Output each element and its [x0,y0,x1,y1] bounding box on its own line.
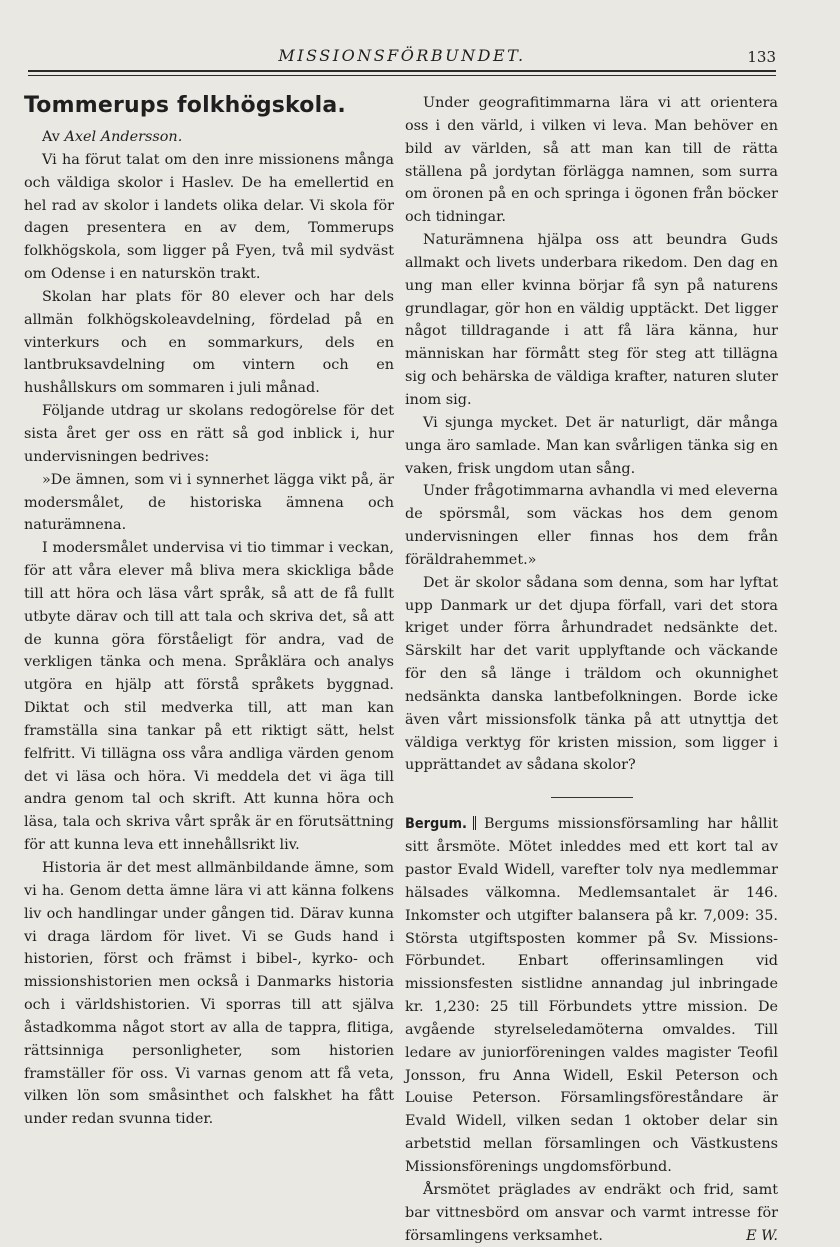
publication-title: MISSIONSFÖRBUNDET. [28,46,776,65]
article-title: Tommerups folkhögskola. [24,92,394,120]
article-paragraph: Naturämnena hjälpa oss att beundra Guds allmakt och livets underbara rikedom. Den dag en ung man eller kvinna börjar få syn på naturens grundlagar, gör hon en väldig upptäckt. Det ligger något tilldragande i att få lära känna, hur människan har förmått steg för steg att tillägna sig och behärska de väldiga krafter, naturen sluter inom sig. [405,229,778,412]
header-rule-thick [28,70,776,72]
notice-heading: Bergum. [405,816,467,832]
notice-paragraph [405,1179,778,1247]
right-column [405,92,778,1247]
separator-bar [473,816,476,830]
notice-paragraph [405,813,778,1179]
article-paragraph: I modersmålet undervisa vi tio timmar i veckan, för att våra elever må bliva mera skickliga både till att höra och läsa vårt språk, så att de få fullt utbyte därav och till att tala och skriva det, så att de kunna göra förståeligt för andra, vad de verkligen tänka och mena. Språklära och analys utgöra en hjälp att förstå språkets byggnad. Diktat och stil medverka till, att man kan framställa sina tankar på ett riktigt sätt, helst felfritt. Vi tillägna oss våra andliga värden genom det vi läsa och höra. Vi meddela det vi äga till andra genom tal och skrift. Att kunna höra och läsa, tala och skriva vårt språk är en förutsättning för att kunna leva ett innehållsrikt liv. [24,537,394,857]
notice-text: Årsmötet präglades av endräkt och frid, samt bar vittnesbörd om ansvar och varmt intresse för församlingens verksamhet. [405,1182,778,1244]
article-paragraph: Historia är det mest allmänbildande ämne, som vi ha. Genom detta ämne lära vi att känna folkens liv och handlingar under gången tid. Därav kunna vi draga lärdom för livet. Vi se Guds hand i historien, först och främst i bibel-, kyrko- och missionshistorien men också i Danmarks historia och i världshistorien. Vi sporras till att själva åstadkomma något stort av alla de tappra, flitiga, rättsinniga personligheter, som historien framställer för oss. Vi varnas genom att få veta, vilken lön som småsinthet och falskhet ha fått under redan svunna tider. [24,857,394,1131]
header-rule-thin [28,75,776,76]
article-paragraph: »De ämnen, som vi i synnerhet lägga vikt på, är modersmålet, de historiska ämnena och naturämnena. [24,469,394,538]
byline-prefix: Av [42,129,60,145]
article-paragraph: Vi sjunga mycket. Det är naturligt, där många unga äro samlade. Man kan svårligen tänka sig en vaken, frisk ungdom utan sång. [405,412,778,481]
article-paragraph: Under geografitimmarna lära vi att orientera oss i den värld, i vilken vi leva. Man behöver en bild av världen, så att man kan till de rätta ställena på jordytan förlägga namnen, som surra om öronen på en och springa i ögonen från böcker och tidningar. [405,92,778,229]
page-header [28,46,776,68]
section-divider [551,797,633,798]
signature: E W. [728,1225,778,1247]
byline [24,126,394,149]
article-paragraph: Vi ha förut talat om den inre missionens många och väldiga skolor i Haslev. De ha emellertid en hel rad av skolor i landets olika delar. Vi skola för dagen presentera en av dem, Tommerups folkhögskola, som ligger på Fyen, två mil sydväst om Odense i en naturskön trakt. [24,149,394,286]
article-paragraph: Det är skolor sådana som denna, som har lyftat upp Danmark ur det djupa förfall, vari det stora kriget under förra århundradet nedsänkte det. Särskilt har det varit upplyftande och väckande för den så länge i träldom och okunnighet nedsänkta danska lantbefolkningen. Borde icke även vårt missionsfolk tänka på att utnyttja det väldiga verktyg för kristen mission, som ligger i upprättandet av sådana skolor? [405,572,778,778]
notice-text: Bergums missionsförsamling har hållit sitt årsmöte. Mötet inleddes med ett kort tal av pastor Evald Widell, varefter tolv nya medlemmar hälsades välkomna. Medlemsantalet är 146. Inkomster och utgifter balansera på kr. 7,009: 35. Största utgiftsposten kommer på Sv. Missions-Förbundet. Enbart offerinsamlingen vid missionsfesten sistlidne annandag jul inbringade kr. 1,230: 25 till Förbundets yttre mission. De avgående styrelseledamöterna omvaldes. Till ledare av juniorföreningen valdes magister Teofil Jonsson, fru Anna Widell, Eskil Peterson och Louise Peterson. Församlingsföreståndare är Evald Widell, vilken sedan 1 oktober delar sin arbetstid mellan församlingen och Västkustens Missionsförenings ungdomsförbund. [405,816,778,1175]
article-paragraph: Under frågotimmarna avhandla vi med eleverna de spörsmål, som väckas hos dem genom undervisningen eller finnas hos dem från föräldrahemmet.» [405,480,778,571]
page-number: 133 [747,48,776,66]
left-column [24,92,394,1131]
article-paragraph: Följande utdrag ur skolans redogörelse för det sista året ger oss en rätt så god inblick i, hur undervisningen bedrives: [24,400,394,469]
author-name: Axel Andersson. [65,129,183,145]
article-paragraph: Skolan har plats för 80 elever och har dels allmän folkhögskoleavdelning, fördelad på en vinterkurs och en sommarkurs, dels en lantbruksavdelning om vintern och en hushållskurs om sommaren i juli månad. [24,286,394,400]
